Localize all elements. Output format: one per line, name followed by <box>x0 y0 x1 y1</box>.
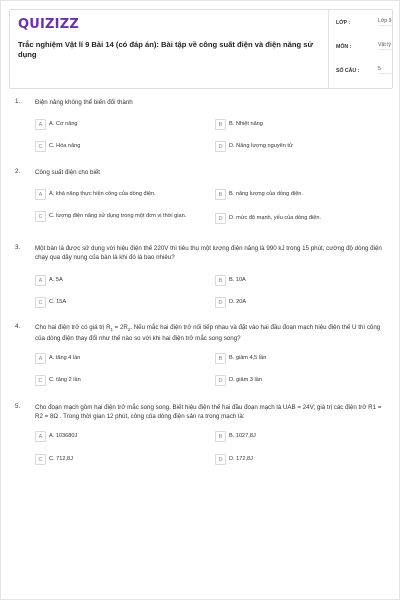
q4-option-c[interactable] <box>35 375 195 386</box>
worksheet-header <box>9 9 393 89</box>
q1-option-d[interactable] <box>215 141 375 152</box>
option-letter-box: D <box>215 213 226 224</box>
header-divider <box>328 10 329 88</box>
option-text: B. giảm 4,5 lần <box>229 355 267 361</box>
q4-text-mid: = 2R <box>112 324 128 331</box>
q5-option-d[interactable] <box>215 454 375 465</box>
question-number: 2. <box>15 168 21 175</box>
question-count-value: 5 <box>378 66 394 74</box>
q1-option-c[interactable] <box>35 141 195 152</box>
question-text: Điện năng không thể biến đổi thành <box>35 99 133 106</box>
subject-label: MÔN : <box>336 44 352 50</box>
option-letter-box: D <box>215 141 226 152</box>
q4-text-after: . Nếu mắc hai điện trở nối tiếp nhau và đặt vào hai đầu đoạn mạch hiệu điện thế U thì công của dòng điện thay đổi như thế nào so với khi hai điện trở mắc song song? <box>35 324 381 343</box>
q3-option-a[interactable] <box>35 275 195 286</box>
option-letter-box: A <box>35 353 46 364</box>
option-text: A. 5A <box>49 277 63 283</box>
option-letter-box: B <box>215 275 226 286</box>
option-letter-box: C <box>35 211 46 222</box>
quizizz-logo <box>18 16 318 32</box>
q2-option-d[interactable] <box>215 213 375 224</box>
option-text: A. khả năng thực hiện công của dòng điện. <box>49 191 156 197</box>
q4-option-b[interactable] <box>215 353 375 364</box>
option-text: C. 15A <box>49 299 67 305</box>
option-letter-box: A <box>35 431 46 442</box>
option-text: C. Hóa năng <box>49 143 81 149</box>
q2-option-b[interactable] <box>215 189 375 200</box>
q5-option-a[interactable] <box>35 431 195 442</box>
option-text: A. Cơ năng <box>49 121 78 127</box>
option-text: C. tăng 2 lần <box>49 377 81 383</box>
option-letter-box: A <box>35 275 46 286</box>
q4-subscript-1: 1 <box>110 327 113 333</box>
question-text <box>35 323 385 343</box>
option-text: D. 172,8J <box>229 456 253 462</box>
question-text: Công suất điện cho biết <box>35 169 101 176</box>
option-letter-box: B <box>215 119 226 130</box>
option-letter-box: C <box>35 375 46 386</box>
q4-subscript-2: 2 <box>127 327 131 333</box>
grade-label: LỚP : <box>336 20 351 26</box>
q1-option-a[interactable] <box>35 119 195 130</box>
q2-option-a[interactable] <box>35 189 195 200</box>
option-letter-box: A <box>35 189 46 200</box>
option-text: B. Nhiệt năng <box>229 121 263 127</box>
option-text: A. 103680J <box>49 433 78 439</box>
option-text: C. lượng điện năng sử dụng trong một đơn vị thời gian. <box>49 213 187 219</box>
option-text: B. 10A <box>229 277 246 283</box>
option-letter-box: C <box>35 454 46 465</box>
q5-option-b[interactable] <box>215 431 375 442</box>
option-text: D. 20A <box>229 299 247 305</box>
option-letter-box: D <box>215 375 226 386</box>
option-letter-box: C <box>35 141 46 152</box>
option-text: C. 712,8J <box>49 456 73 462</box>
q4-option-a[interactable] <box>35 353 195 364</box>
option-letter-box: D <box>215 454 226 465</box>
grade-value: Lớp 9 <box>378 18 394 26</box>
option-letter-box: D <box>215 297 226 308</box>
q2-option-c[interactable] <box>35 211 195 222</box>
header-left <box>18 16 318 60</box>
question-text: Một bàn là được sử dụng với hiệu điện thế 220V thì tiêu thụ một lượng điện năng là 990 kJ trong 15 phút, cường độ dòng điện chạy qua dây nung của bàn là khi đó là bao nhiêu? <box>35 245 382 261</box>
option-text: B. 1027,8J <box>229 433 256 439</box>
q3-option-d[interactable] <box>215 297 375 308</box>
question-number: 4. <box>15 323 21 330</box>
question-text: Cho đoạn mạch gồm hai điện trở mắc song song. Biết hiệu điện thế hai đầu đoạn mạch là UAB = 24V; giá trị các điện trở R1 = R2 = 8Ω . Trong thời gian 12 phút, công của dòng điện sản ra trong mạch là: <box>35 404 382 420</box>
question-number: 5. <box>15 403 21 410</box>
q3-option-b[interactable] <box>215 275 375 286</box>
subject-value: Vật lý <box>378 42 394 50</box>
option-letter-box: B <box>215 431 226 442</box>
q4-text-before: Cho hai điện trở có giá trị R <box>35 324 111 331</box>
q1-option-b[interactable] <box>215 119 375 130</box>
question-number: 1. <box>15 98 21 105</box>
option-text: B. năng lượng của dòng điện. <box>229 191 303 197</box>
q3-option-c[interactable] <box>35 297 195 308</box>
question-number: 3. <box>15 244 21 251</box>
option-text: D. Năng lượng nguyên tử <box>229 143 293 149</box>
option-letter-box: A <box>35 119 46 130</box>
option-letter-box: C <box>35 297 46 308</box>
question-count-label: SỐ CÂU : <box>336 68 360 74</box>
worksheet-title: Trắc nghiệm Vật lí 9 Bài 14 (có đáp án): Bài tập về công suất điện và điện năng sử dụng <box>18 40 313 59</box>
option-text: D. mức độ mạnh, yếu của dòng điện. <box>229 215 322 221</box>
logo-text: QUIZIZZ <box>18 16 79 32</box>
option-letter-box: B <box>215 353 226 364</box>
q5-option-c[interactable] <box>35 454 195 465</box>
q4-option-d[interactable] <box>215 375 375 386</box>
option-text: A. tăng 4 lần <box>49 355 81 361</box>
option-text: D. giảm 3 lần <box>229 377 262 383</box>
option-letter-box: B <box>215 189 226 200</box>
